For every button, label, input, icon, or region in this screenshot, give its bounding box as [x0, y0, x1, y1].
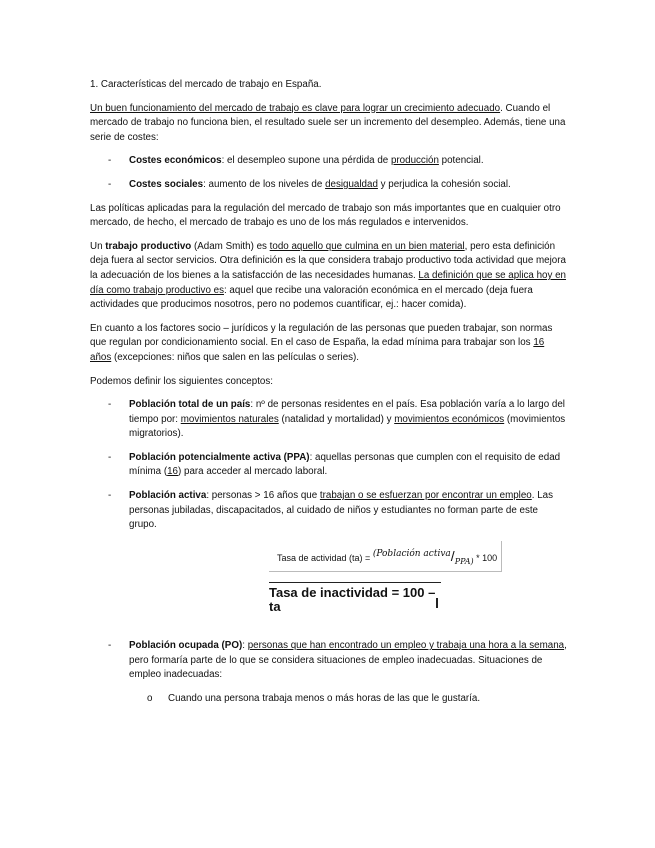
paragraph-intro [90, 102, 568, 146]
text: : aumento de los niveles de [203, 178, 326, 190]
text: , pero esta definición deja fuera al sector servicios. Otra definición es la que considera trabajo productivo toda actividad que mejora la adecuación de los bienes a la satisfacción de las necesidades humanas. [90, 240, 566, 281]
text: : aquel que recibe una valoración económica en el mercado (deja fuera actividades que producimos nosotros, pero no podemos cuantificar, ej.: hacer comida). [90, 284, 533, 311]
underlined-text: movimientos naturales [180, 413, 279, 425]
text: . Las personas jubiladas, discapacitados, al cuidado de niños y estudiantes no forman parte de este grupo. [129, 490, 554, 531]
text: : nº de personas residentes en el país. Esa población varía a lo largo del tiempo por: [129, 399, 565, 425]
paragraph-trabajo-productivo [90, 240, 568, 313]
list-item-costes-sociales [90, 178, 568, 193]
text: , pero formaría parte de lo que se considera situaciones de empleo inadecuadas. Situaciones de empleo inadecuadas: [129, 640, 567, 681]
list-item-poblacion-total [90, 398, 568, 442]
text: y perjudica la cohesión social. [377, 178, 511, 190]
underlined-term: producción [390, 155, 439, 167]
underlined-text: personas que han encontrado un empleo y trabaja una hora a la semana [247, 640, 565, 652]
text: : el desempleo supone una pérdida de [221, 155, 391, 167]
underlined-text: 16 [167, 466, 179, 478]
underlined-text: 16 años [90, 337, 545, 363]
list-item-costes-economicos [90, 154, 568, 169]
term: Población ocupada (PO) [129, 640, 243, 652]
formula-tail: * 100 [473, 552, 498, 563]
underlined-term: desigualdad [325, 178, 378, 190]
text: ) para acceder al mercado laboral. [178, 466, 328, 478]
term: trabajo productivo [105, 240, 192, 252]
underlined-text: La definición que se aplica hoy en día como trabajo productivo es [90, 269, 567, 296]
formula-text: Tasa de inactividad = 100 – ta [269, 584, 436, 615]
concepts-list [90, 398, 568, 683]
list-item [90, 692, 568, 707]
document-body [90, 78, 568, 706]
formula-denominator: PPA) [454, 556, 474, 566]
intro-underlined: Un buen funcionamiento del mercado de trabajo es clave para lograr un crecimiento adecuado [90, 102, 501, 114]
term: Costes sociales [129, 178, 204, 190]
text: (Adam Smith) es [191, 240, 270, 252]
list-item-ppa [90, 451, 568, 480]
dash-marker: - [108, 451, 112, 463]
text: En cuanto a los factores socio – jurídicos y la regulación de las personas que pueden trabajar, son normas que regulan por condicionamiento social. En el caso de España, la edad mínima para trabajar son los [90, 322, 553, 349]
intro-rest: . Cuando el mercado de trabajo no funciona bien, el resultado suele ser un incremento del desempleo. Además, tiene una serie de costes: [90, 102, 566, 143]
term: Población potencialmente activa (PPA) [129, 451, 310, 463]
dash-marker: - [108, 155, 112, 167]
term: Población activa [129, 490, 207, 502]
underlined-text: trabajan o se esfuerzan por encontrar un empleo [319, 490, 532, 502]
formula-tasa-inactividad [269, 582, 441, 615]
dash-marker: - [108, 490, 112, 502]
dash-marker: - [108, 640, 112, 652]
circle-bullet: o [147, 692, 153, 704]
formula-slash: / [450, 547, 455, 564]
formula-label: Tasa de actividad (ta) = [277, 552, 373, 563]
formula-numerator: (Población activa [372, 548, 451, 559]
formula-tasa-actividad [269, 541, 502, 572]
dash-marker: - [108, 178, 112, 190]
sub-item-text: Cuando una persona trabaja menos o más horas de las que le gustaría. [168, 692, 481, 704]
term: Población total de un país [129, 399, 251, 411]
underlined-text: todo aquello que culmina en un bien material [269, 240, 465, 252]
formula-content [277, 549, 497, 567]
text: : [242, 640, 248, 652]
text: potencial. [438, 155, 484, 167]
text: (excepciones: niños que salen en las películas o series). [111, 351, 360, 363]
text: (natalidad y mortalidad) y [278, 413, 395, 425]
costs-list [90, 154, 568, 192]
text: : aquellas personas que cumplen con el requisito de edad mínima ( [129, 451, 561, 478]
paragraph-politicas: Las políticas aplicadas para la regulación del mercado de trabajo son más importantes que en cualquier otro mercado, de hecho, el mercado de trabajo es uno de los más regulados e intervenidos. [90, 202, 561, 229]
list-item-poblacion-activa [90, 489, 568, 615]
cursor-mark [436, 598, 438, 608]
situaciones-list [90, 692, 568, 707]
text: : personas > 16 años que [206, 490, 320, 502]
term: Costes económicos [129, 155, 222, 167]
text: Un [90, 240, 106, 252]
dash-marker: - [108, 399, 112, 411]
paragraph-conceptos: Podemos definir los siguientes conceptos: [90, 375, 273, 387]
list-item-poblacion-ocupada [90, 639, 568, 683]
text: (movimientos migratorios). [129, 413, 566, 440]
paragraph-factores [90, 322, 568, 366]
section-title: 1. Características del mercado de trabajo en España. [90, 79, 322, 90]
underlined-text: movimientos económicos [394, 413, 505, 425]
